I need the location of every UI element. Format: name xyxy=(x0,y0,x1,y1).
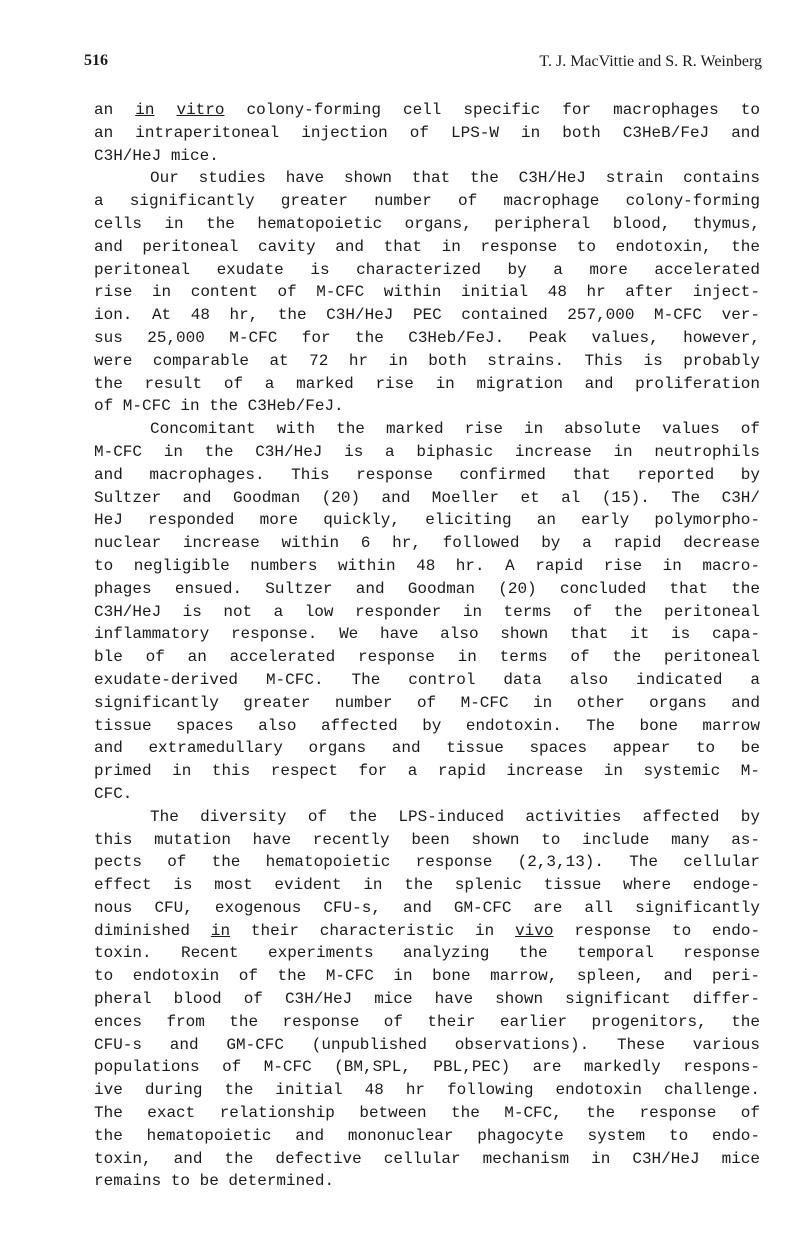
text-line: primed in this respect for a rapid increase in systemic M- xyxy=(94,762,760,781)
text-line: remains to be determined. xyxy=(94,1172,335,1191)
text-line: of M-CFC in the C3Heb/FeJ. xyxy=(94,397,344,416)
text-line: were comparable at 72 hr in both strains. This is probably xyxy=(94,351,760,370)
text-line: Concomitant with the marked rise in absolute values of xyxy=(150,420,760,439)
text-line: toxin. Recent experiments analyzing the temporal response xyxy=(94,944,760,963)
text-line: and macrophages. This response confirmed that reported by xyxy=(94,465,760,484)
text-line: cells in the hematopoietic organs, peripheral blood, thymus, xyxy=(94,214,760,233)
text-line: populations of M-CFC (BM,SPL, PBL,PEC) are markedly respons- xyxy=(94,1058,760,1077)
body-text xyxy=(94,99,760,1193)
text-line: HeJ responded more quickly, eliciting an early polymorpho- xyxy=(94,511,760,530)
text-line: significantly greater number of M-CFC in other organs and xyxy=(94,693,760,712)
text-line: M-CFC in the C3H/HeJ is a biphasic increase in neutrophils xyxy=(94,442,760,461)
text-line: and peritoneal cavity and that in response to endotoxin, the xyxy=(94,237,760,256)
text-line: toxin, and the defective cellular mechanism in C3H/HeJ mice xyxy=(94,1149,760,1168)
text-line: this mutation have recently been shown to include many as- xyxy=(94,830,760,849)
text-line: The diversity of the LPS-induced activities affected by xyxy=(150,807,760,826)
page-header xyxy=(84,52,762,74)
text-line: C3H/HeJ mice. xyxy=(94,146,219,165)
text-line: an in vitro colony-forming cell specific for macrophages to xyxy=(94,101,760,119)
text-line: phages ensued. Sultzer and Goodman (20) concluded that the xyxy=(94,579,760,598)
text-line: C3H/HeJ is not a low responder in terms of the peritoneal xyxy=(94,602,760,621)
text-line: ences from the response of their earlier progenitors, the xyxy=(94,1012,760,1031)
text-line: ion. At 48 hr, the C3H/HeJ PEC contained 257,000 M-CFC ver- xyxy=(94,306,760,325)
text-line: ive during the initial 48 hr following endotoxin challenge. xyxy=(94,1081,760,1100)
text-line: CFC. xyxy=(94,784,133,803)
text-line: the hematopoietic and mononuclear phagocyte system to endo- xyxy=(94,1126,760,1145)
text-line: the result of a marked rise in migration and proliferation xyxy=(94,374,760,393)
text-line: diminished in their characteristic in vivo response to endo- xyxy=(94,921,761,940)
text-line: inflammatory response. We have also shown that it is capa- xyxy=(94,625,760,644)
text-line: pheral blood of C3H/HeJ mice have shown significant differ- xyxy=(94,990,760,1009)
text-line: CFU-s and GM-CFC (unpublished observations). These various xyxy=(94,1035,760,1054)
text-line: an intraperitoneal injection of LPS-W in both C3HeB/FeJ and xyxy=(94,123,760,142)
text-line: exudate-derived M-CFC. The control data also indicated a xyxy=(94,670,760,689)
text-line: sus 25,000 M-CFC for the C3Heb/FeJ. Peak values, however, xyxy=(94,328,760,347)
text-line: Our studies have shown that the C3H/HeJ strain contains xyxy=(150,169,760,188)
text-line: to endotoxin of the M-CFC in bone marrow, spleen, and peri- xyxy=(94,967,760,986)
text-line: ble of an accelerated response in terms of the peritoneal xyxy=(94,648,760,667)
text-line: and extramedullary organs and tissue spaces appear to be xyxy=(94,739,760,758)
text-line: rise in content of M-CFC within initial 48 hr after inject- xyxy=(94,283,760,302)
text-line: tissue spaces also affected by endotoxin. The bone marrow xyxy=(94,716,760,735)
text-line: to negligible numbers within 48 hr. A rapid rise in macro- xyxy=(94,556,760,575)
text-line: a significantly greater number of macrophage colony-forming xyxy=(94,192,760,211)
running-head: T. J. MacVittie and S. R. Weinberg xyxy=(539,53,762,70)
text-line: nous CFU, exogenous CFU-s, and GM-CFC are all significantly xyxy=(94,898,760,917)
text-line: effect is most evident in the splenic tissue where endoge- xyxy=(94,876,760,895)
text-line: nuclear increase within 6 hr, followed by a rapid decrease xyxy=(94,534,760,553)
page-number: 516 xyxy=(84,52,108,69)
text-line: The exact relationship between the M-CFC, the response of xyxy=(94,1104,760,1123)
text-line: Sultzer and Goodman (20) and Moeller et al (15). The C3H/ xyxy=(94,488,760,507)
text-line: pects of the hematopoietic response (2,3,13). The cellular xyxy=(94,853,760,872)
text-line: peritoneal exudate is characterized by a more accelerated xyxy=(94,260,760,279)
